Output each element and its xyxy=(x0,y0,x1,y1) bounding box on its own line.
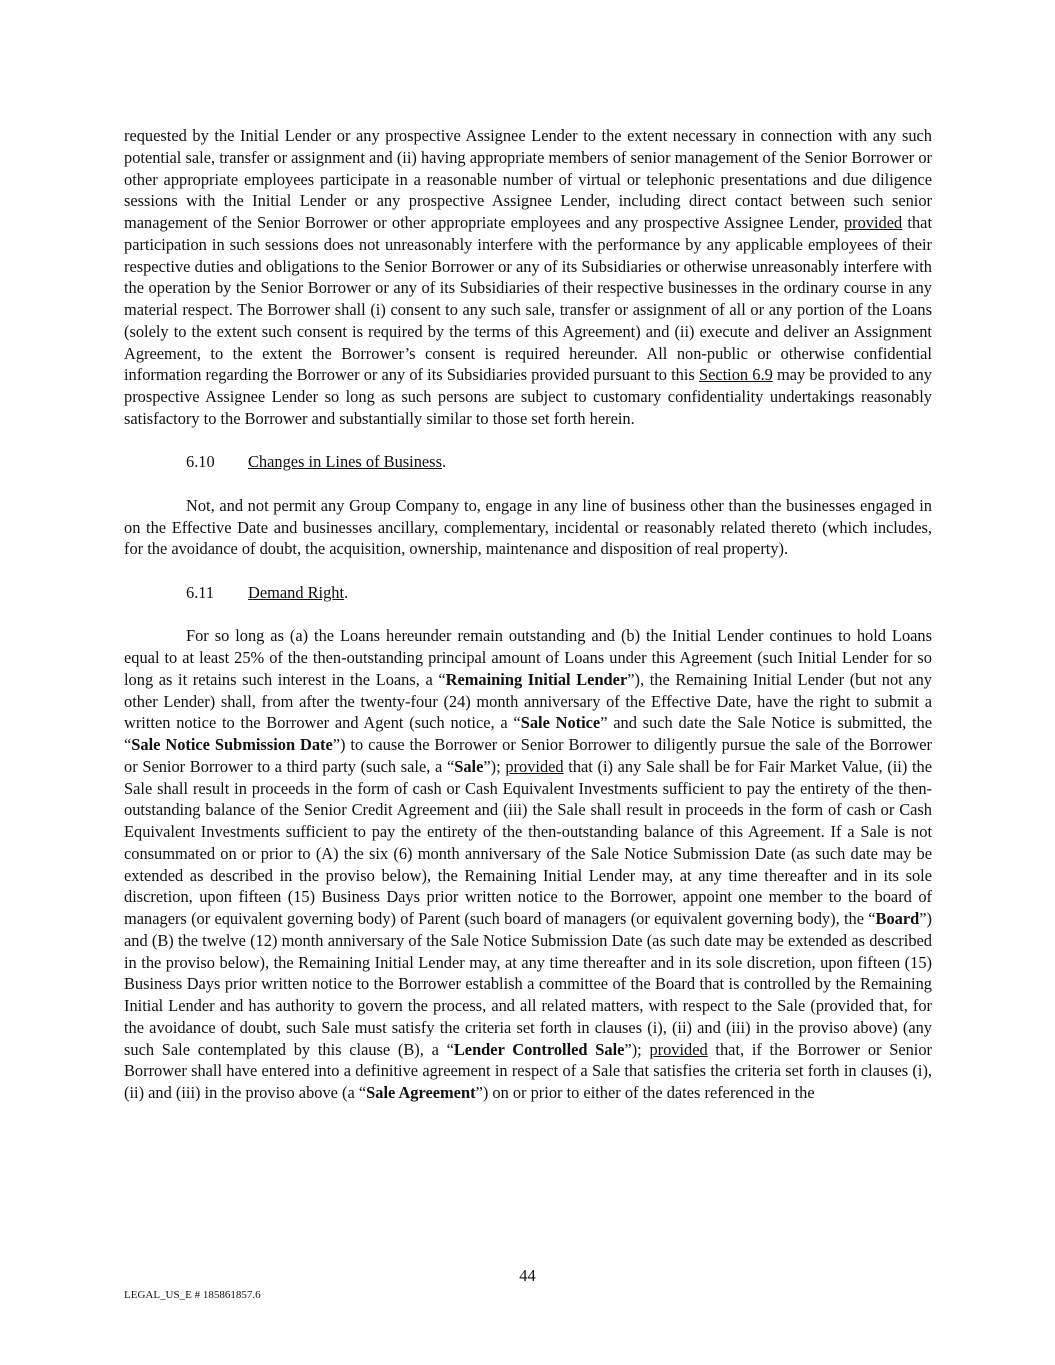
section-6-10-heading xyxy=(124,451,932,473)
text-run: ”) to cause the Borrower or Senior Borrower to diligently pursue the sale of the Borrower or Senior Borrower to a third party (such sale, a “ xyxy=(124,735,933,776)
defined-term-board: Board xyxy=(875,909,920,928)
defined-term-sale-notice-submission-date: Sale Notice Submission Date xyxy=(131,735,333,754)
provided-term: provided xyxy=(843,213,903,232)
text-run: For so long as (a) the Loans hereunder remain outstanding and (b) the Initial Lender continues to hold Loans equal to at least 25% of the then-outstanding principal amount of Loans under this Agreement (such Initial Lender for so long as it retains such interest in the Loans, a “ xyxy=(124,626,932,689)
section-6-11-body xyxy=(124,625,932,1104)
provided-term: provided xyxy=(649,1039,708,1059)
section-title: Demand Right xyxy=(248,582,345,602)
text-run: ”); xyxy=(624,1039,650,1059)
defined-term-remaining-initial-lender: Remaining Initial Lender xyxy=(445,669,628,689)
section-6-11-heading xyxy=(124,582,932,604)
text-run: ”) and (B) the twelve (12) month anniversary of the Sale Notice Submission Date (as such date may be extended as described in the proviso below), the Remaining Initial Lender may, at any time thereafter and in its sole discretion, upon fifteen (15) Business Days prior written notice to the Borrower establish a committee of the Board that is controlled by the Remaining Initial Lender and has authority to govern the process, and all related matters, with respect to the Sale (provided that, for the avoidance of doubt, such Sale must satisfy the criteria set forth in clauses (i), (ii) and (iii) in the proviso above) (any such Sale contemplated by this clause (B), a “ xyxy=(124,909,932,1059)
text-run: ” and such date the Sale Notice is submitted, the “ xyxy=(124,713,932,754)
page-number: 44 xyxy=(519,1266,536,1285)
section-number: 6.11 xyxy=(186,582,215,602)
text-run: ”), the Remaining Initial Lender (but not any other Lender) shall, from after the twenty-four (24) month anniversary of the Effective Date, have the right to submit a written notice to the Borrower and Agent (such notice, a “ xyxy=(124,669,932,733)
section-number: 6.10 xyxy=(186,452,215,472)
defined-term-sale: Sale xyxy=(454,756,484,776)
paragraph-section-6-9-continued xyxy=(124,125,932,430)
defined-term-sale-agreement: Sale Agreement xyxy=(366,1083,476,1102)
section-title: Changes in Lines of Business xyxy=(248,452,442,472)
text-run: may be provided to any prospective Assignee Lender so long as such persons are subject to customary confidentiality undertakings reasonably satisfactory to the Borrower and substantially similar to those set forth herein. xyxy=(124,365,932,428)
defined-term-lender-controlled-sale: Lender Controlled Sale xyxy=(453,1039,625,1059)
text-run: requested by the Initial Lender or any prospective Assignee Lender to the extent necessary in connection with any such potential sale, transfer or assignment and (ii) having appropriate members of senior management of the Senior Borrower or other appropriate employees participate in a reasonable number of virtual or telephonic presentations and due diligence sessions with the Initial Lender or any prospective Assignee Lender, including direct contact between such senior management of the Senior Borrower or other appropriate employees and any prospective Assignee Lender, xyxy=(124,126,932,232)
section-title-period: . xyxy=(344,582,349,602)
text-run: ”); xyxy=(483,756,506,776)
text-run: that, if the Borrower or Senior Borrower shall have entered into a definitive agreement in respect of a Sale that satisfies the criteria set forth in clauses (i), (ii) and (iii) in the proviso above (a “ xyxy=(124,1039,933,1102)
section-6-9-reference: Section 6.9 xyxy=(698,365,773,385)
document-page xyxy=(124,125,932,1104)
text-run: that (i) any Sale shall be for Fair Market Value, (ii) the Sale shall result in proceeds in the form of cash or Cash Equivalent Investments sufficient to pay the entirety of the then-outstanding balance of the Senior Credit Agreement and (iii) the Sale shall result in proceeds in the form of cash or Cash Equivalent Investments sufficient to pay the entirety of the then-outstanding balance of this Agreement. If a Sale is not consummated on or prior to (A) the six (6) month anniversary of the Sale Notice Submission Date (as such date may be extended as described in the proviso below), the Remaining Initial Lender may, at any time thereafter and in its sole discretion, upon fifteen (15) Business Days prior written notice to the Borrower, appoint one member to the board of managers (or equivalent governing body) of Parent (such board of managers (or equivalent governing body), the “ xyxy=(124,756,933,928)
defined-term-sale-notice: Sale Notice xyxy=(520,713,601,733)
section-title-period: . xyxy=(441,452,447,472)
text-run: ”) on or prior to either of the dates referenced in the xyxy=(475,1083,815,1102)
section-6-10-body: Not, and not permit any Group Company to, engage in any line of business other than the businesses engaged in on the Effective Date and businesses ancillary, complementary, incidental or reasonably related thereto (which includes, for the avoidance of doubt, the acquisition, ownership, maintenance and disposition of real property). xyxy=(124,495,932,559)
text-run: that participation in such sessions does not unreasonably interfere with the performance by any applicable employees of their respective duties and obligations to the Senior Borrower or any of its Subsidiaries or otherwise unreasonably interfere with the operation by the Senior Borrower or any of its Subsidiaries of their respective businesses in the ordinary course in any material respect. The Borrower shall (i) consent to any such sale, transfer or assignment of all or any portion of the Loans (solely to the extent such consent is required by the terms of this Agreement) and (ii) execute and deliver an Assignment Agreement, to the extent the Borrower’s consent is required hereunder. All non-public or otherwise confidential information regarding the Borrower or any of its Subsidiaries provided pursuant to this xyxy=(124,213,932,385)
provided-term: provided xyxy=(505,756,564,776)
document-id: LEGAL_US_E # 185861857.6 xyxy=(124,1289,261,1301)
